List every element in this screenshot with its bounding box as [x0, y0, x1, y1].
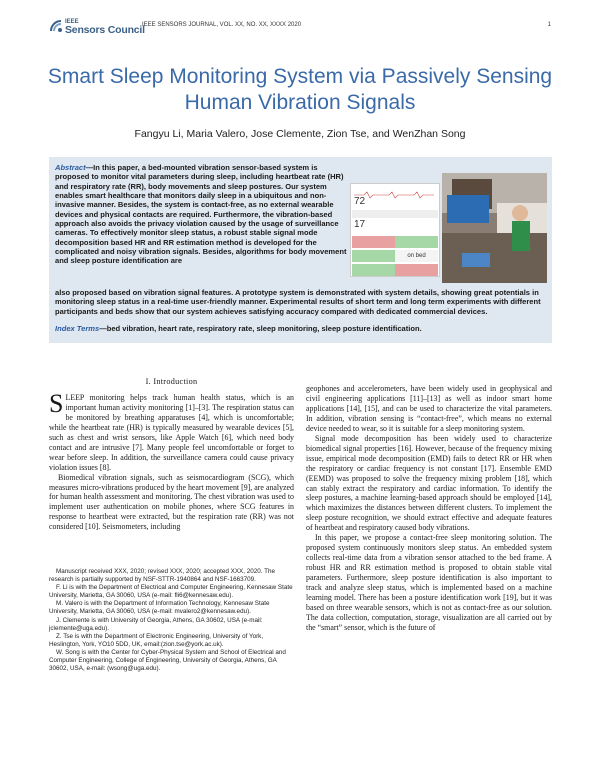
- index-terms-label: Index Terms: [55, 324, 100, 333]
- abstract-paragraph: [55, 163, 351, 266]
- ieee-sensors-council-logo: [49, 18, 145, 34]
- author-list: Fangyu Li, Maria Valero, Jose Clemente, Zion Tse, and WenZhan Song: [134, 128, 466, 140]
- abstract-text-full: also proposed based on vibration signal features. A prototype system is demonstrated with system details, showing great potentials in monitoring sleep status in a real-time user-friendly manner. Experimental results of short term and long term experiments with different participants and beds show that our system achieves satisfying accuracy compared with dedicated commercial devices.: [55, 288, 541, 316]
- footnotes: [49, 568, 294, 673]
- logo-ieee-text: IEEE: [65, 19, 79, 25]
- abstract-text-wrapped: —In this paper, a bed-mounted vibration sensor-based system is proposed to monitor vital parameters during sleep, including heartbeat rate (HR) and respiratory rate (RR), body movements and sleep postures. Our system enables smart healthcare that monitors daily sleep in a ubiquitous and non-invasive manner. Besides, the system is contact-free, as no external wearable devices and physical contacts are required. Furthermore, the vibration-based approach also avoids the privacy violation caused by the usage of surveillance cameras. To effectively monitor sleep status, a robust stable signal mode decomposition based HR and RR estimation method is developed for the complicated and noisy vibration signals. Besides, algorithms for body movement and sleep posture identification are: [55, 163, 347, 266]
- right-column: [306, 384, 552, 633]
- person-on-bed-illustration: [442, 173, 547, 283]
- intro-paragraph-1: [49, 388, 294, 473]
- right-paragraph-1: geophones and accelerometers, have been widely used in geophysical and civil engineering applications [11]–[13] as well as indoor smart home applications [14], [15], and can be used to characterize the vital parameters. In addition, vibration sensing is “contact-free”, which means no external device needed to wear, so it is suitable for a sleep monitoring system.: [306, 384, 552, 433]
- paper-title: Smart Sleep Monitoring System via Passively Sensing Human Vibration Signals: [47, 65, 553, 114]
- footnote: W. Song is with the Center for Cyber-Physical System and School of Electrical and Computer Engineering, College of Engineering, University of Georgia, Athens, GA 30602, USA, e-mail: (wsong@uga.edu).: [49, 648, 286, 673]
- page-header: [49, 18, 551, 40]
- page-number: 1: [547, 22, 551, 28]
- right-paragraph-3: In this paper, we propose a contact-free sleep monitoring solution. The proposed system continuously monitors sleep status. An embedded system collects real-time data from a vibration sensor attached to the bed frame. A robust HR and RR estimation method is proposed to obtain stable vital parameters. Furthermore, sleep posture identification is also important to track and analyze sleep status, which is implemented based on a machine learning model. There has been a posture identification work [19], but it was based on three wearable sensors, which is not as contact-free as our solution. The data collection, computation, storage, visualization are all carried out by the “smart” sensor, which is the future of: [306, 533, 552, 632]
- system-figure: [350, 173, 547, 283]
- journal-header: IEEE SENSORS JOURNAL, VOL. XX, NO. XX, XXXX 2020: [142, 22, 302, 28]
- posture-row-2: [352, 250, 438, 262]
- footnote: F. Li is with the Department of Electrical and Computer Engineering, Kennesaw State University, Marietta, GA 30060, USA (e-mail: fli6@kennesaw.edu).: [49, 584, 293, 600]
- respiratory-rate-value: 17: [354, 219, 366, 230]
- logo-council-text: Sensors Council: [65, 24, 145, 36]
- app-divider: [352, 210, 438, 218]
- on-bed-label: on bed: [395, 250, 438, 262]
- left-column: [49, 377, 294, 532]
- dropcap: S: [49, 388, 64, 418]
- sensor-waves-icon: [49, 19, 63, 33]
- index-terms-text: —bed vibration, heart rate, respiratory rate, sleep monitoring, sleep posture identification.: [99, 324, 422, 333]
- intro-paragraph-1-text: LEEP monitoring helps track human health status, which is an important human activity monitoring [1]–[3]. The respiration status can be monitored by breathing apparatuses [4], which is uncomfortable; while the heartbeat rate (HR) is typically measured by wearable devices [5], such as chest and wrist sensors, like Apple Watch [6], which need body contact and are intrusive [7]. Many people feel uncomfortable or forget to wear before sleep. In addition, the surveillance camera could cause privacy violation issues [8].: [49, 392, 294, 472]
- posture-row-1: [352, 236, 438, 248]
- abstract-label: Abstract: [55, 163, 86, 172]
- posture-cell: [395, 236, 438, 248]
- posture-cell: [352, 250, 395, 262]
- posture-cell: [352, 236, 395, 248]
- index-terms: [55, 324, 547, 333]
- heart-rate-value: 72: [354, 196, 366, 207]
- intro-paragraph-2: Biomedical vibration signals, such as seismocardiogram (SCG), which measures micro-vibrations produced by the heart movement [9], are analyzed for human health assessment and monitoring. The chest vibration was used to implement user authentication on mobile phones, where SCG features in response to heartbeat were extracted, but the respiration rate (RR) was not considered [10]. Seismometers, including: [49, 472, 294, 532]
- right-paragraph-2: Signal mode decomposition has been widely used to characterize biomedical signal properties [16]. However, because of the frequency mixing issue, empirical mode decomposition (EMD) fails to detect RR or HR when the respiratory or cardiac frequency is not constant [17]. Ensemble EMD (EEMD) was proposed to solve the frequency mixing problem [18], which can stably extract the respiratory and cardiac information. To identify the sleep postures, a machine learning-based approach should be employed [14], which maximizes the distances between different clusters. To implement the sleep posture recognition, we should extract effective and adequate features of heartbeat and respiratory caused body vibrations.: [306, 433, 552, 533]
- footnote: M. Valero is with the Department of Information Technology, Kennesaw State University, Marietta, GA 30060, USA (e-mail: mvalero2@kennesaw.edu).: [49, 600, 270, 616]
- posture-row-3: [352, 264, 438, 276]
- section-heading: I. Introduction: [145, 377, 198, 386]
- footnote: Z. Tse is with the Department of Electronic Engineering, University of York, Heslington, York, YO10 5DD, UK, email:(zion.tse@york.ac.uk).: [49, 632, 264, 648]
- app-screenshot: [350, 183, 440, 277]
- footnote: J. Clemente is with University of Georgia, Athens, GA 30602, USA (e-mail: jclemente@uga.edu).: [49, 616, 263, 632]
- footnote: Manuscript received XXX, 2020; revised XXX, 2020; accepted XXX, 2020. The research is partially supported by NSF-STTR-1940864 and NSF-1663709.: [49, 568, 276, 584]
- posture-cell: [352, 264, 395, 276]
- posture-cell: [395, 264, 438, 276]
- abstract-box: [49, 157, 552, 343]
- bed-sensor-photo: [442, 173, 547, 283]
